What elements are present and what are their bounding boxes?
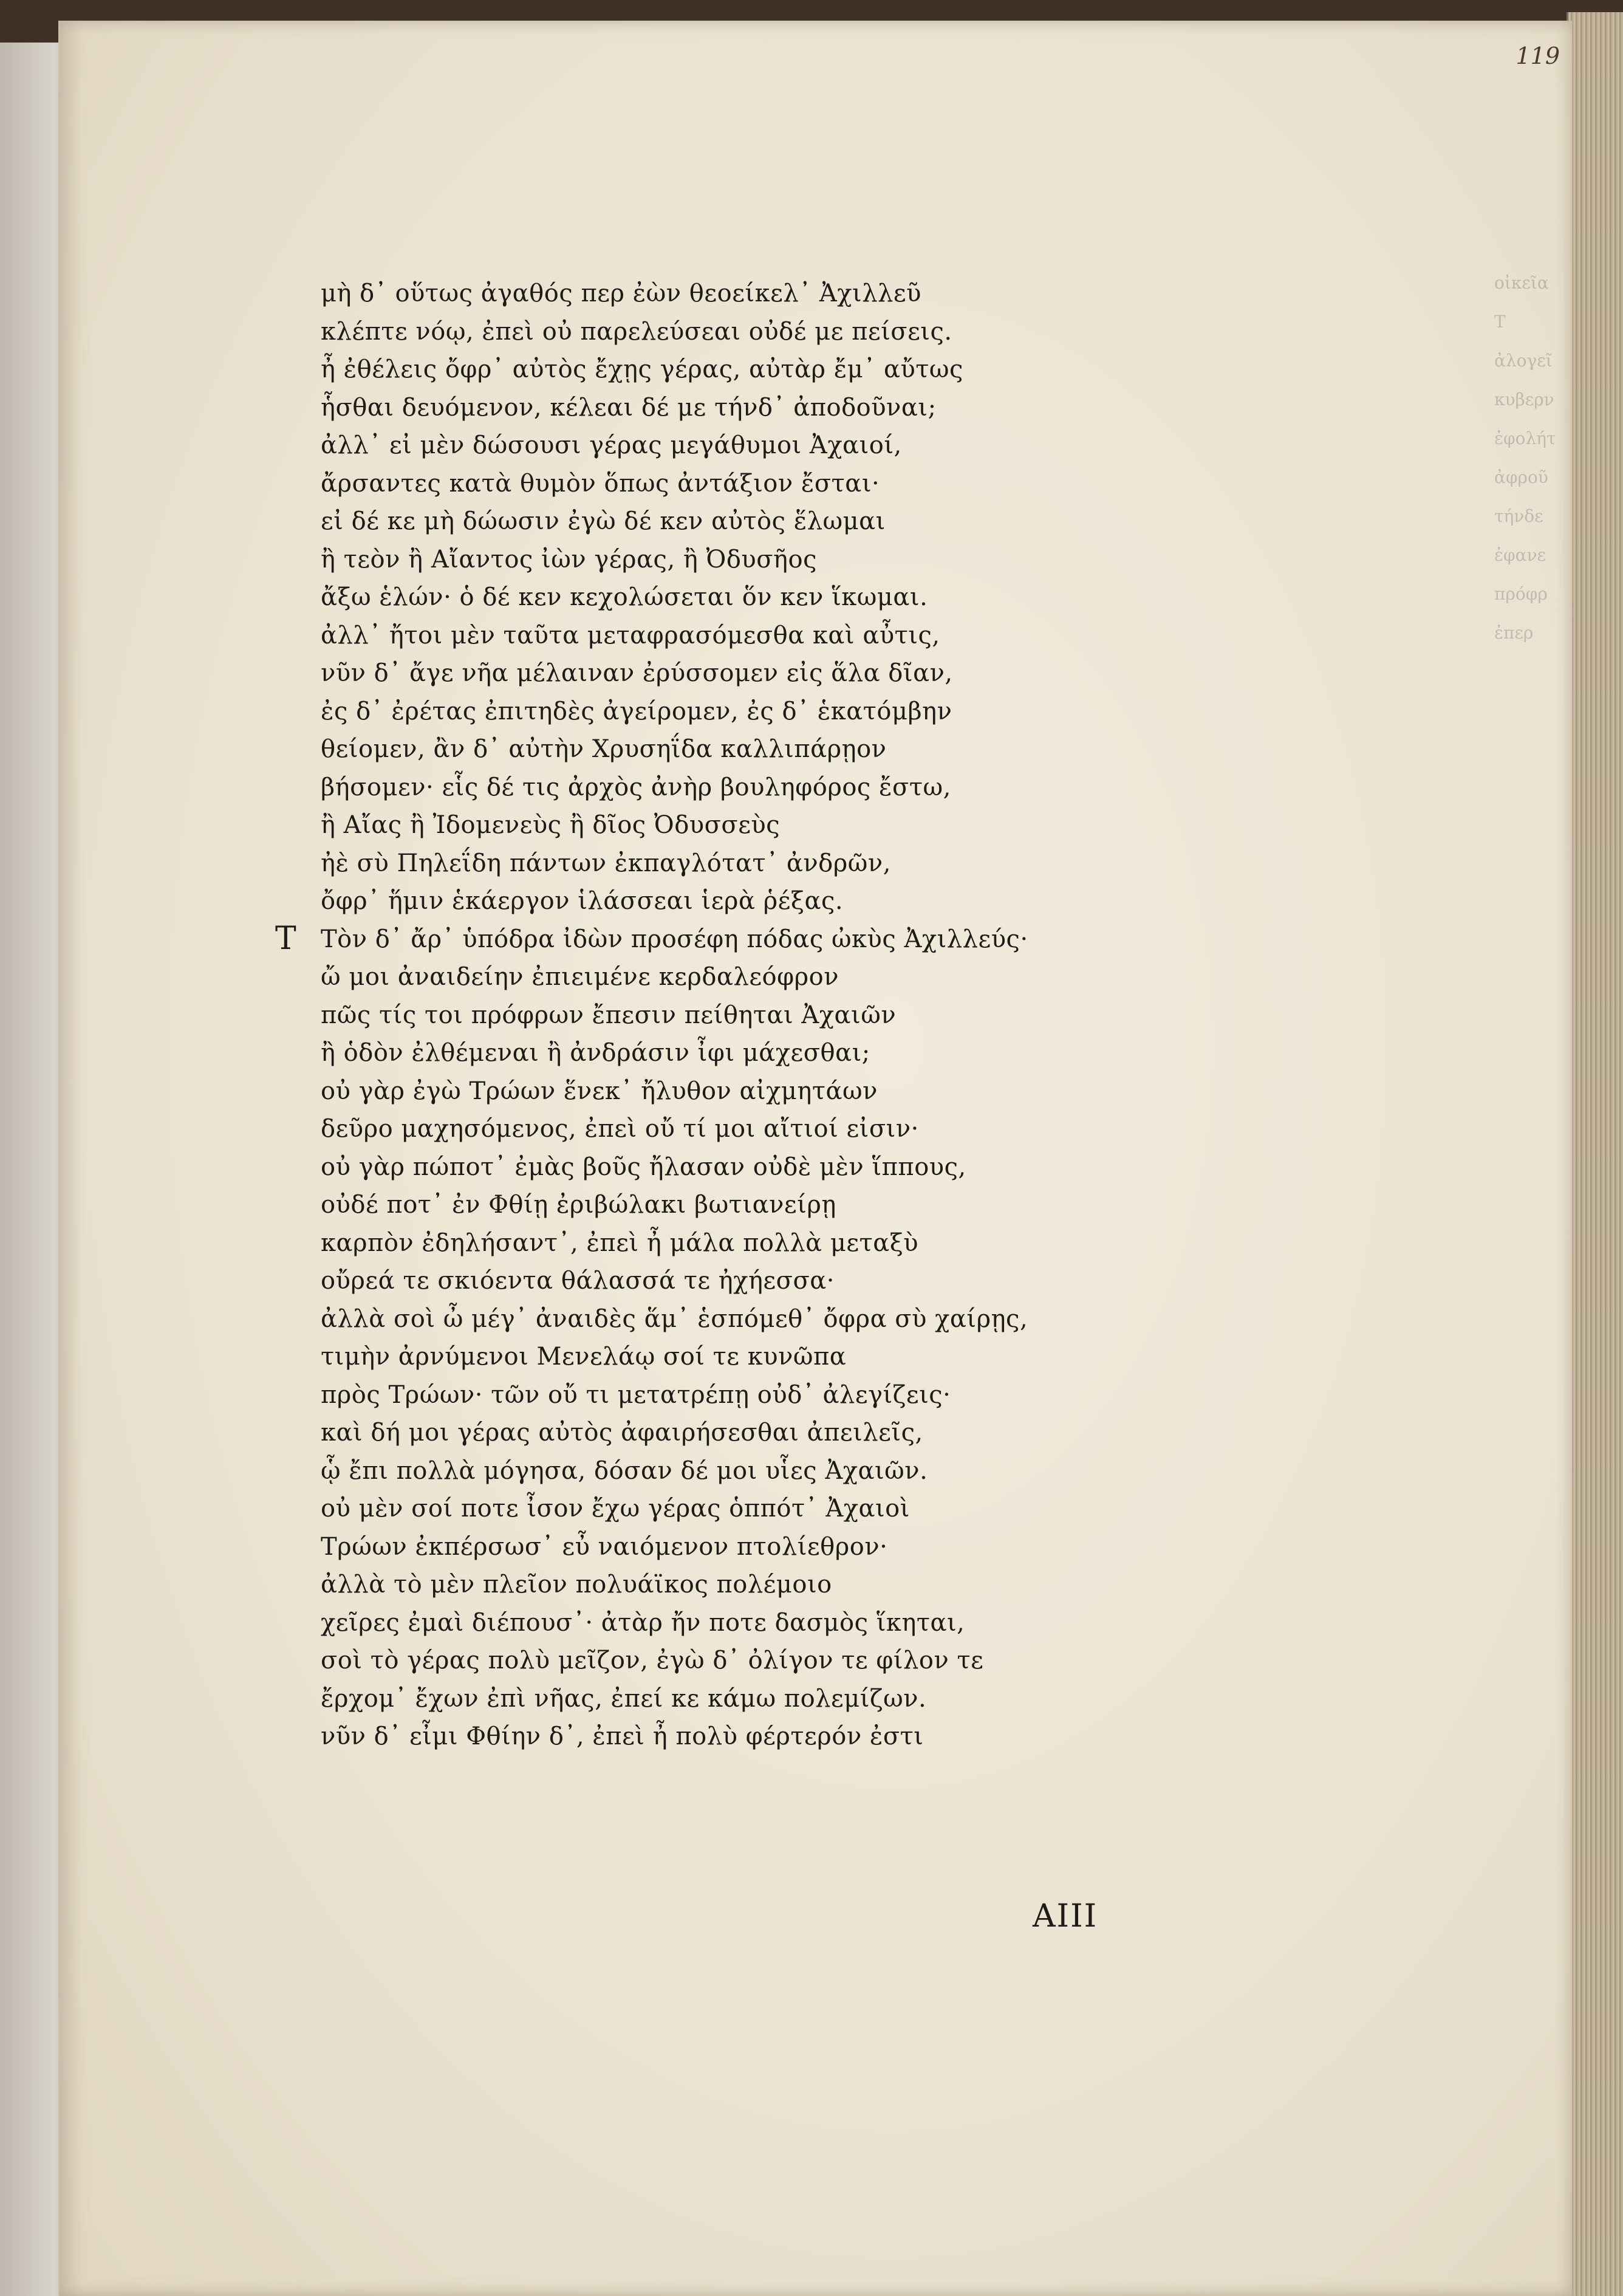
text-line: οὐδέ ποτ᾽ ἐν Φθίῃ ἐριβώλακι βωτιανείρῃ [321,1191,836,1219]
text-line: ἢ Αἴας ἢ Ἰδομενεὺς ἢ δῖος Ὀδυσσεὺς [321,811,781,839]
text-line: ὤ μοι ἀναιδείην ἐπιειμένε κερδαλεόφρον [321,963,839,991]
text-line: οὔρεά τε σκιόεντα θάλασσά τε ἠχήεσσα· [321,1267,835,1295]
text-line: ἢ ὁδὸν ἐλθέμεναι ἢ ἀνδράσιν ἶφι μάχεσθαι; [321,1039,870,1067]
bleed-line: Τ [1494,312,1506,332]
bleed-line: ἀλογεῖ [1494,351,1553,371]
signature-mark: AIII [1033,1898,1098,1934]
text-line: ἔρχομ᾽ ἔχων ἐπὶ νῆας, ἐπεί κε κάμω πολεμίζων. [321,1684,927,1713]
text-line: ὄφρ᾽ ἥμιν ἑκάεργον ἱλάσσεαι ἱερὰ ῥέξας. [321,887,844,915]
bleed-line: ἐπερ [1494,623,1534,643]
bleed-line: ἐφανε [1494,545,1546,565]
text-line: μὴ δ᾽ οὕτως ἀγαθός περ ἐὼν θεοείκελ᾽ Ἀχιλλεῦ [321,279,921,307]
text-line: οὐ μὲν σοί ποτε ἶσον ἔχω γέρας ὁππότ᾽ Ἀχαιοὶ [321,1495,910,1523]
bleed-line: τήνδε [1494,506,1543,526]
text-line: ἢ τεὸν ἢ Αἴαντος ἰὼν γέρας, ἢ Ὀδυσῆος [321,545,817,574]
bleed-line: πρόφρ [1494,584,1548,604]
bleed-line: οἰκεῖα [1494,273,1549,293]
bleed-line: ἐφολήτ [1494,428,1556,448]
text-line: ἦ ἐθέλεις ὄφρ᾽ αὐτὸς ἔχῃς γέρας, αὐτὰρ ἔμ᾽ αὔτως [321,355,963,383]
text-line: σοὶ τὸ γέρας πολὺ μεῖζον, ἐγὼ δ᾽ ὀλίγον τε φίλον τε [321,1647,984,1674]
text-line: νῦν δ᾽ ἄγε νῆα μέλαιναν ἐρύσσομεν εἰς ἅλα δῖαν, [321,659,953,687]
text-line: χεῖρες ἐμαὶ διέπουσ᾽· ἀτὰρ ἤν ποτε δασμὸς ἵκηται, [321,1608,965,1637]
text-line: βήσομεν· εἷς δέ τις ἀρχὸς ἀνὴρ βουληφόρος ἔστω, [321,773,951,801]
text-line: οὐ γὰρ πώποτ᾽ ἐμὰς βοῦς ἤλασαν οὐδὲ μὲν ἵππους, [321,1153,966,1181]
text-line: ἧσθαι δευόμενον, κέλεαι δέ με τήνδ᾽ ἀποδοῦναι; [321,393,937,422]
text-line: εἰ δέ κε μὴ δώωσιν ἐγὼ δέ κεν αὐτὸς ἕλωμαι [321,507,886,535]
book-page [58,21,1572,2296]
text-line: τιμὴν ἀρνύμενοι Μενελάῳ σοί τε κυνῶπα [321,1343,847,1371]
text-line: ἀλλ᾽ εἰ μὲν δώσουσι γέρας μεγάθυμοι Ἀχαιοί, [321,431,902,459]
text-line: πῶς τίς τοι πρόφρων ἔπεσιν πείθηται Ἀχαιῶν [321,1001,897,1029]
text-line: Τὸν δ᾽ ἄρ᾽ ὑπόδρα ἰδὼν προσέφη πόδας ὠκὺς Ἀχιλλεύς· [321,925,1028,953]
show-through-text [1494,264,1567,1175]
initial-letter: Τ [275,920,296,957]
text-line: οὐ γὰρ ἐγὼ Τρώων ἕνεκ᾽ ἤλυθον αἰχμητάων [321,1077,878,1105]
text-line: ἀλλὰ τὸ μὲν πλεῖον πολυάϊκος πολέμοιο [321,1571,832,1599]
text-line: ἀλλ᾽ ἤτοι μὲν ταῦτα μεταφρασόμεσθα καὶ αὖτις, [321,621,940,649]
text-line: ᾧ ἔπι πολλὰ μόγησα, δόσαν δέ μοι υἷες Ἀχαιῶν. [321,1456,928,1485]
text-line: ἐς δ᾽ ἐρέτας ἐπιτηδὲς ἀγείρομεν, ἐς δ᾽ ἑκατόμβην [321,697,952,725]
text-line: ἄξω ἑλών· ὁ δέ κεν κεχολώσεται ὅν κεν ἵκωμαι. [321,583,928,611]
text-line: πρὸς Τρώων· τῶν οὔ τι μετατρέπῃ οὐδ᾽ ἀλεγίζεις· [321,1380,951,1409]
bleed-line: κυβερν [1494,389,1554,410]
text-line: Τρώων ἐκπέρσωσ᾽ εὖ ναιόμενον πτολίεθρον· [321,1532,888,1561]
folio-number: 119 [1515,43,1560,69]
text-line: καρπὸν ἐδηλήσαντ᾽, ἐπεὶ ἦ μάλα πολλὰ μεταξὺ [321,1229,919,1257]
page-stack-edges [1567,12,1623,2296]
text-line: δεῦρο μαχησόμενος, ἐπεὶ οὔ τί μοι αἴτιοί εἰσιν· [321,1115,919,1143]
greek-text-block [275,275,1110,1756]
bleed-line: ἀφροῦ [1494,467,1548,487]
text-line: ἀλλὰ σοὶ ὦ μέγ᾽ ἀναιδὲς ἅμ᾽ ἑσπόμεθ᾽ ὄφρα σὺ χαίρῃς, [321,1304,1028,1333]
text-line: νῦν δ᾽ εἶμι Φθίην δ᾽, ἐπεὶ ἦ πολὺ φέρτερόν ἐστι [321,1722,924,1750]
text-line: ἠὲ σὺ Πηλεΐδη πάντων ἐκπαγλότατ᾽ ἀνδρῶν, [321,849,891,877]
text-line: ἄρσαντες κατὰ θυμὸν ὅπως ἀντάξιον ἔσται· [321,469,880,498]
text-line: καὶ δή μοι γέρας αὐτὸς ἀφαιρήσεσθαι ἀπειλεῖς, [321,1419,923,1447]
text-line: θείομεν, ἂν δ᾽ αὐτὴν Χρυσηΐδα καλλιπάρῃον [321,735,887,763]
text-line: κλέπτε νόῳ, ἐπεὶ οὐ παρελεύσεαι οὐδέ με πείσεις. [321,317,952,346]
